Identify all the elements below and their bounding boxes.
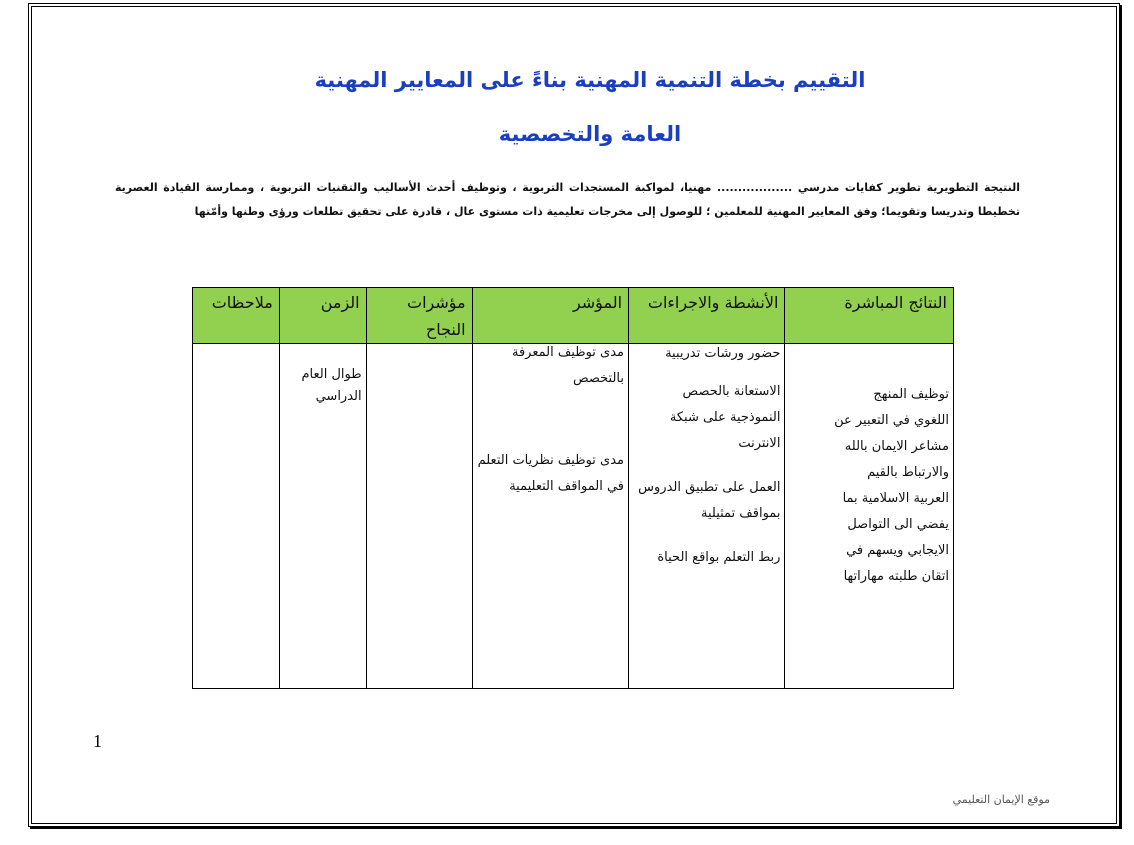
page-subtitle: العامة والتخصصية xyxy=(498,122,682,146)
header-notes: ملاحظات xyxy=(193,288,280,344)
header-success-indicators: مؤشرات النجاح xyxy=(366,288,472,344)
results-line: الايجابي ويسهم في xyxy=(846,543,949,558)
table-header-row xyxy=(193,288,954,344)
cell-success-indicators xyxy=(366,344,472,689)
indicator-item: مدى توظيف المعرفة بالتخصص xyxy=(512,345,625,386)
development-plan-table xyxy=(192,287,954,689)
results-line: والارتباط بالقيم xyxy=(867,465,949,480)
table-row xyxy=(193,344,954,689)
page-title: التقييم بخطة التنمية المهنية بناءً على المعايير المهنية xyxy=(314,68,866,92)
results-line: توظيف المنهج xyxy=(873,387,949,402)
cell-notes xyxy=(193,344,280,689)
cell-activities xyxy=(629,344,785,689)
time-value: طوال العام الدراسي xyxy=(301,367,362,404)
activity-item: الاستعانة بالحصص النموذجية على شبكة الانترنت xyxy=(669,384,781,451)
header-results: النتائج المباشرة xyxy=(785,288,954,344)
intro-paragraph: النتيجة التطويرية تطوير كفايات مدرسي .................. مهنيا، لمواكبة المستجدات التربوية ، وتوظيف أحدث الأساليب والتقنيات التربوية ، وممارسة القيادة العصرية تخطيطا وتدريسا وتقويما؛ وفق المعايير المهنية للمعلمين ؛ للوصول إلى مخرجات تعليمية ذات مستوى عال ، قادرة على تحقيق تطلعات ورؤى وطنها وأمّتها xyxy=(115,181,1020,218)
header-indicator: المؤشر xyxy=(472,288,628,344)
indicator-item: مدى توظيف نظريات التعلم في المواقف التعليمية xyxy=(477,453,625,494)
cell-time xyxy=(279,344,366,689)
cell-results xyxy=(785,344,954,689)
results-line: اتقان طلبته مهاراتها xyxy=(843,569,949,584)
cell-indicator xyxy=(472,344,628,689)
activity-item: ربط التعلم بواقع الحياة xyxy=(657,550,781,565)
activity-item: العمل على تطبيق الدروس بمواقف تمثيلية xyxy=(638,480,781,521)
page-number: 1 xyxy=(93,731,102,751)
footer-site-name: موقع الإيمان التعليمي xyxy=(952,793,1050,806)
header-time: الزمن xyxy=(279,288,366,344)
results-line: اللغوي في التعبير عن xyxy=(834,413,949,428)
header-activities: الأنشطة والاجراءات xyxy=(629,288,785,344)
activity-item: حضور ورشات تدريبية xyxy=(665,346,781,361)
results-line: العربية الاسلامية بما xyxy=(842,491,949,506)
results-line: يفضي الى التواصل xyxy=(847,517,949,532)
results-line: مشاعر الايمان بالله xyxy=(844,439,949,454)
